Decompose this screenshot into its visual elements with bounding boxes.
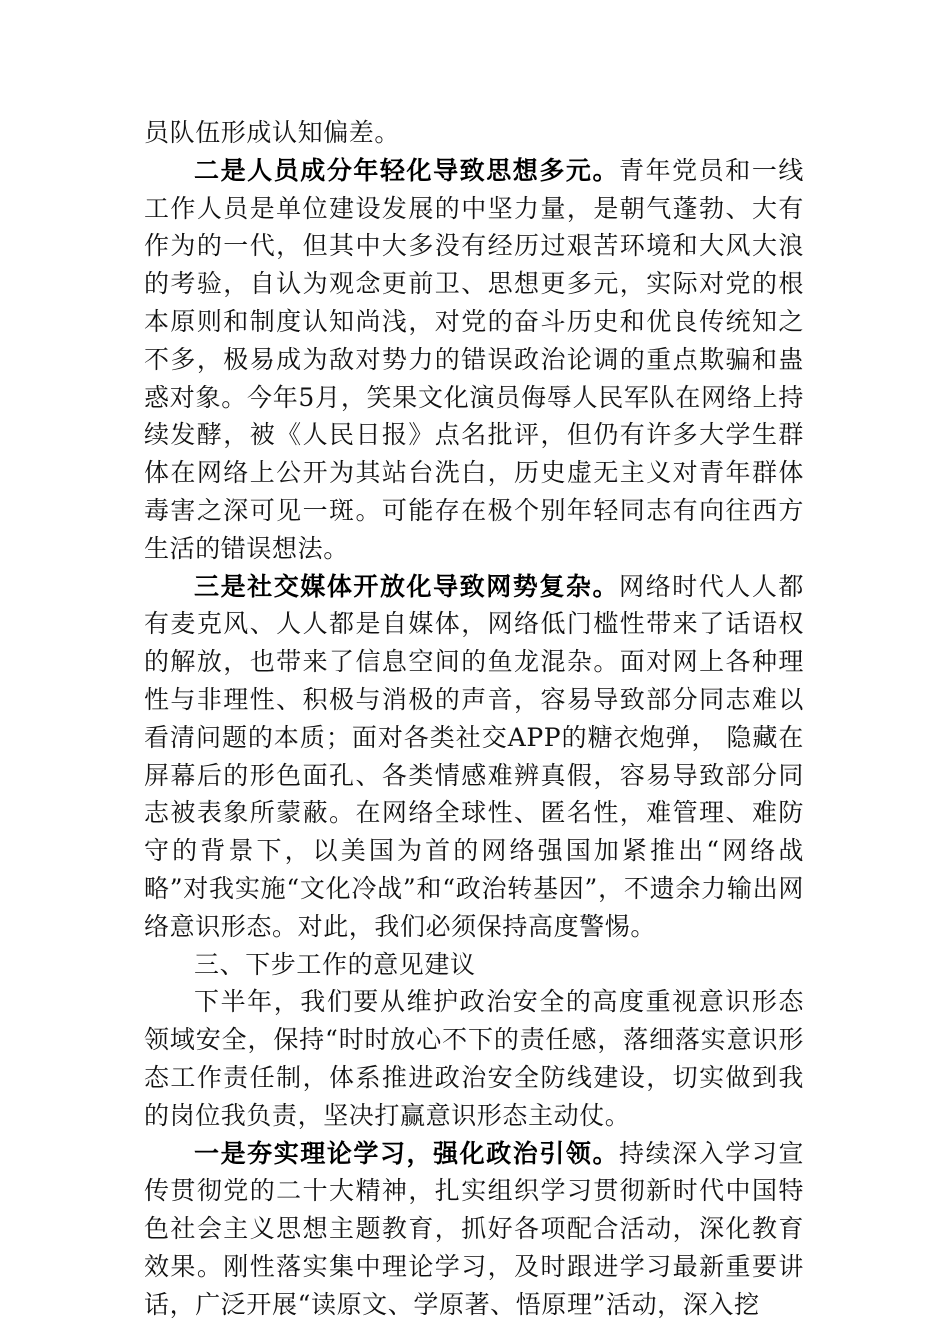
paragraph-lead: 二是人员成分年轻化导致思想多元。 <box>194 155 620 185</box>
paragraph-lead: 三是社交媒体开放化导致网势复杂。 <box>194 571 620 601</box>
paragraph-text: 持续深入学习宣传贯彻党的二十大精神，扎实组织学习贯彻新时代中国特色社会主义思想主题教育，抓好各项配合活动，深化教育效果。刚性落实集中理论学习，及时跟进学习最新重要讲话，广泛开展“读原文、学原著、悟原理”活动，深入挖 <box>144 1138 804 1319</box>
paragraph-second-half <box>144 983 804 1134</box>
paragraph-theory-study <box>144 1135 804 1324</box>
paragraph-text: 青年党员和一线工作人员是单位建设发展的中坚力量，是朝气蓬勃、大有作为的一代，但其中大多没有经历过艰苦环境和大风大浪的考验，自认为观念更前卫、思想更多元，实际对党的根本原则和制度认知尚浅，对党的奋斗历史和优良传统知之不多，极易成为敌对势力的错误政治论调的重点欺骗和蛊惑对象。今年5月，笑果文化演员侮辱人民军队在网络上持续发酵，被《人民日报》点名批评，但仍有许多大学生群体在网络上公开为其站台洗白，历史虚无主义对青年群体毒害之深可见一斑。可能存在极个别年轻同志有向往西方生活的错误想法。 <box>144 155 804 563</box>
paragraph-continuation <box>144 114 804 152</box>
paragraph-text: 网络时代人人都有麦克风、人人都是自媒体，网络低门槛性带来了话语权的解放，也带来了信息空间的鱼龙混杂。面对网上各种理性与非理性、积极与消极的声音，容易导致部分同志难以看清问题的本质；面对各类社交APP的糖衣炮弹， 隐藏在屏幕后的形色面孔、各类情感难辨真假，容易导致部分同志被表象所蒙蔽。在网络全球性、匿名性，难管理、难防守的背景下，以美国为首的网络强国加紧推出“网络战略”对我实施“文化冷战”和“政治转基因”，不遗余力输出网络意识形态。对此，我们必须保持高度警惕。 <box>144 571 804 941</box>
paragraph-lead: 一是夯实理论学习，强化政治引领。 <box>194 1138 620 1168</box>
paragraph-text: 下半年，我们要从维护政治安全的高度重视意识形态领域安全，保持“时时放心不下的责任感，落细落实意识形态工作责任制，体系推进政治安全防线建设，切实做到我的岗位我负责，坚决打赢意识形态主动仗。 <box>144 987 804 1130</box>
document-page <box>144 114 804 1324</box>
section-heading <box>144 946 804 984</box>
paragraph-youth-thought <box>144 152 804 568</box>
section-heading-text: 三、下步工作的意见建议 <box>194 949 476 979</box>
paragraph-text: 员队伍形成认知偏差。 <box>144 118 401 147</box>
paragraph-social-media <box>144 568 804 946</box>
